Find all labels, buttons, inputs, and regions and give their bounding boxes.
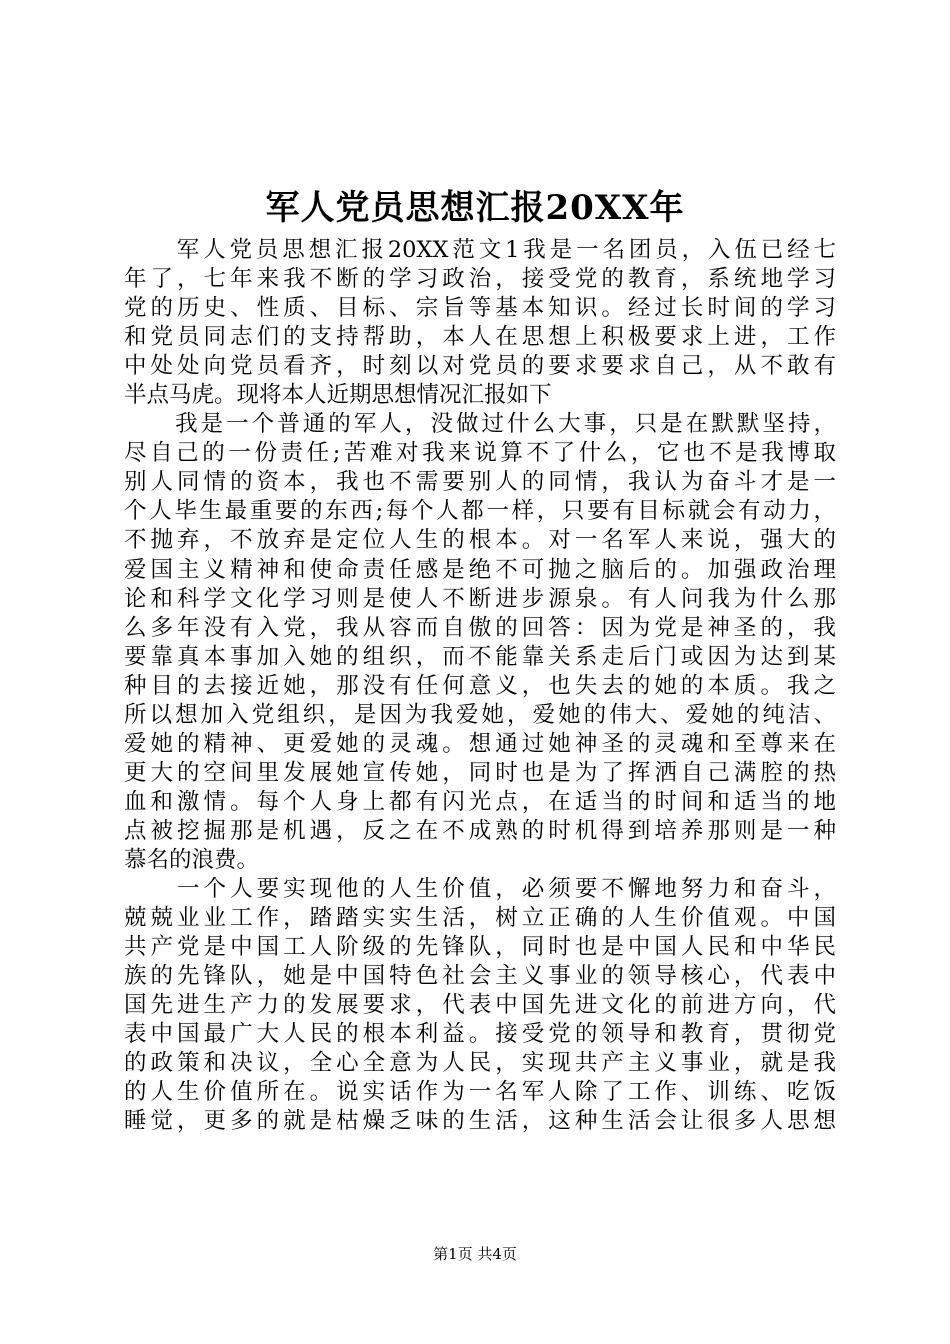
text-line: 么多年没有入党，我从容而自傲的回答：因为党是神圣的，我 [124,614,836,641]
text-line: 党的历史、性质、目标、宗旨等基本知识。经过长时间的学习 [124,295,836,322]
text-line: 尽自己的一份责任;苦难对我来说算不了什么，它也不是我博取 [124,440,836,467]
text-line: 中处处向党员看齐，时刻以对党员的要求要求自己，从不敢有 [124,353,836,380]
text-line: 兢兢业业工作，踏踏实实生活，树立正确的人生价值观。中国 [124,905,836,932]
document-title: 军人党员思想汇报20XX年 [265,188,685,228]
text-line: 的政策和决议，全心全意为人民，实现共产主义事业，就是我 [124,1050,836,1077]
text-line: 我是一个普通的军人，没做过什么大事，只是在默默坚持， [124,411,836,438]
text-line: 要靠真本事加入她的组织，而不能靠关系走后门或因为达到某 [124,643,836,670]
text-line: 的人生价值所在。说实话作为一名军人除了工作、训练、吃饭 [124,1079,836,1106]
text-line: 爱她的精神、更爱她的灵魂。想通过她神圣的灵魂和至尊来在 [124,730,836,757]
text-line: 血和激情。每个人身上都有闪光点，在适当的时间和适当的地 [124,788,836,815]
text-line: 个人毕生最重要的东西;每个人都一样，只要有目标就会有动力， [124,498,836,525]
text-line: 一个人要实现他的人生价值，必须要不懈地努力和奋斗， [124,876,836,903]
text-line: 别人同情的资本，我也不需要别人的同情，我认为奋斗才是一 [124,469,836,496]
text-line: 种目的去接近她，那没有任何意义，也失去的她的本质。我之 [124,672,836,699]
text-line: 族的先锋队，她是中国特色社会主义事业的领导核心，代表中 [124,963,836,990]
text-line: 军人党员思想汇报20XX范文1我是一名团员，入伍已经七 [124,237,836,263]
text-line: 国先进生产力的发展要求，代表中国先进文化的前进方向，代 [124,992,836,1019]
text-line: 表中国最广大人民的根本利益。接受党的领导和教育，贯彻党 [124,1021,836,1048]
text-line: 慕名的浪费。 [124,846,260,873]
text-line: 不抛弃，不放弃是定位人生的根本。对一名军人来说，强大的 [124,527,836,554]
text-line: 爱国主义精神和使命责任感是绝不可抛之脑后的。加强政治理 [124,556,836,583]
text-line: 论和科学文化学习则是使人不断进步源泉。有人问我为什么那 [124,585,836,612]
text-line: 更大的空间里发展她宣传她，同时也是为了挥洒自己满腔的热 [124,759,836,786]
text-line: 点被挖掘那是机遇，反之在不成熟的时机得到培养那则是一种 [124,817,836,844]
text-line: 共产党是中国工人阶级的先锋队，同时也是中国人民和中华民 [124,934,836,961]
text-line: 和党员同志们的支持帮助，本人在思想上积极要求上进，工作 [124,324,836,351]
document-body [124,236,836,1136]
text-line: 所以想加入党组织，是因为我爱她，爱她的伟大、爱她的纯洁、 [124,701,836,728]
text-line: 年了，七年来我不断的学习政治，接受党的教育，系统地学习 [124,266,836,293]
text-line: 半点马虎。现将本人近期思想情况汇报如下 [124,382,552,409]
text-line: 睡觉，更多的就是枯燥乏味的生活，这种生活会让很多人思想 [124,1108,836,1135]
page-footer: 第1页 共4页 [433,1245,517,1263]
